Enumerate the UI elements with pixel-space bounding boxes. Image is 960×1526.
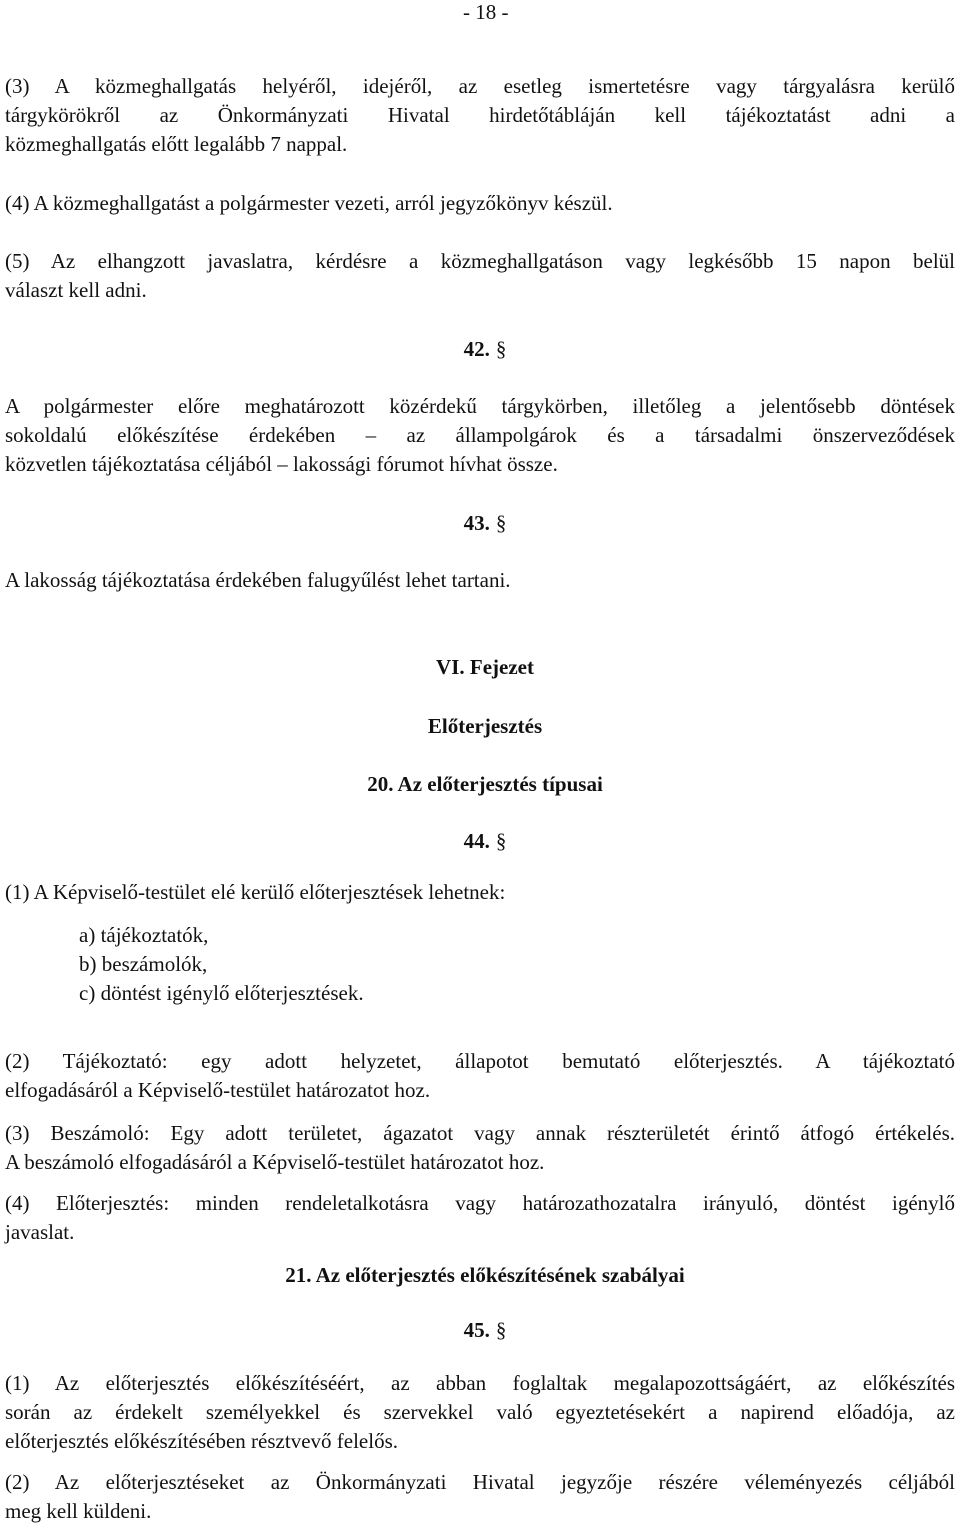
- list-item: b) beszámolók,: [79, 952, 208, 976]
- paragraph-line: közmeghallgatás előtt legalább 7 nappal.: [5, 132, 348, 156]
- paragraph-4: [5, 189, 955, 218]
- section-44-paragraph-4: [5, 1189, 955, 1247]
- paragraph-line: közvetlen tájékoztatása céljából – lakossági fórumot hívhat össze.: [5, 452, 558, 476]
- paragraph-line: választ kell adni.: [5, 278, 147, 302]
- section-number: 42.: [463, 337, 490, 361]
- list-item: a) tájékoztatók,: [79, 923, 209, 947]
- section-44-intro: [5, 878, 955, 907]
- chapter-title: Előterjesztés: [427, 714, 543, 738]
- section-45-paragraph-2: [5, 1468, 955, 1526]
- paragraph-5: [5, 247, 955, 305]
- paragraph-line: sokoldalú előkészítése érdekében – az állampolgárok és a társadalmi önszerveződések: [5, 423, 955, 447]
- section-42-heading: [5, 335, 960, 364]
- paragraph-line: tárgykörökről az Önkormányzati Hivatal hirdetőtábláján kell tájékoztatást adni a: [5, 103, 955, 127]
- subchapter-heading-21: 21. Az előterjesztés előkészítésének szabályai: [285, 1263, 685, 1287]
- section-symbol: §: [495, 1318, 507, 1342]
- section-44-paragraph-2: [5, 1047, 955, 1105]
- paragraph-line: (4) Előterjesztés: minden rendeletalkotásra vagy határozathozatalra irányuló, döntést igénylő: [5, 1191, 955, 1215]
- paragraph-line: (1) Az előterjesztés előkészítéséért, az abban foglaltak megalapozottságáért, az előkészítés: [5, 1371, 955, 1395]
- chapter-heading: VI. Fejezet: [436, 655, 534, 679]
- page-number: - 18 -: [463, 0, 509, 24]
- section-42-text: [5, 392, 955, 479]
- section-symbol: §: [495, 337, 507, 361]
- section-45-heading: [5, 1316, 960, 1345]
- subchapter-heading-20: 20. Az előterjesztés típusai: [367, 772, 603, 796]
- section-43-text: [5, 566, 955, 595]
- proposal-types-list: [79, 921, 364, 1008]
- paragraph-line: A beszámoló elfogadásáról a Képviselő-testület határozatot hoz.: [5, 1150, 545, 1174]
- section-number: 44.: [463, 829, 490, 853]
- paragraph-line: A lakosság tájékoztatása érdekében falugyűlést lehet tartani.: [5, 568, 511, 592]
- section-number: 43.: [463, 511, 490, 535]
- list-item: c) döntést igénylő előterjesztések.: [79, 981, 364, 1005]
- paragraph-line: (1) A Képviselő-testület elé kerülő előterjesztések lehetnek:: [5, 880, 506, 904]
- section-symbol: §: [495, 829, 507, 853]
- paragraph-line: előterjesztés előkészítésében résztvevő felelős.: [5, 1429, 398, 1453]
- section-45-paragraph-1: [5, 1369, 955, 1456]
- paragraph-line: javaslat.: [5, 1220, 75, 1244]
- paragraph-line: meg kell küldeni.: [5, 1499, 152, 1523]
- section-number: 45.: [463, 1318, 490, 1342]
- paragraph-line: (5) Az elhangzott javaslatra, kérdésre a közmeghallgatáson vagy legkésőbb 15 napon belül: [5, 249, 955, 273]
- paragraph-line: során az érdekelt személyekkel és szervekkel való egyeztetésekért a napirend előadója, az: [5, 1400, 955, 1424]
- paragraph-line: (3) A közmeghallgatás helyéről, idejéről, az esetleg ismertetésre vagy tárgyalásra kerülő: [5, 74, 955, 98]
- section-43-heading: [5, 509, 960, 538]
- paragraph-line: (4) A közmeghallgatást a polgármester vezeti, arról jegyzőkönyv készül.: [5, 191, 613, 215]
- section-symbol: §: [495, 511, 507, 535]
- paragraph-line: A polgármester előre meghatározott közérdekű tárgykörben, illetőleg a jelentősebb döntések: [5, 394, 955, 418]
- paragraph-line: (2) Tájékoztató: egy adott helyzetet, állapotot bemutató előterjesztés. A tájékoztató: [5, 1049, 955, 1073]
- section-44-paragraph-3: [5, 1119, 955, 1177]
- paragraph-line: (3) Beszámoló: Egy adott területet, ágazatot vagy annak részterületét érintő átfogó értékelés.: [5, 1121, 955, 1145]
- paragraph-line: (2) Az előterjesztéseket az Önkormányzati Hivatal jegyzője részére véleményezés céljából: [5, 1470, 955, 1494]
- paragraph-3: [5, 72, 955, 159]
- paragraph-line: elfogadásáról a Képviselő-testület határozatot hoz.: [5, 1078, 431, 1102]
- section-44-heading: [5, 827, 960, 856]
